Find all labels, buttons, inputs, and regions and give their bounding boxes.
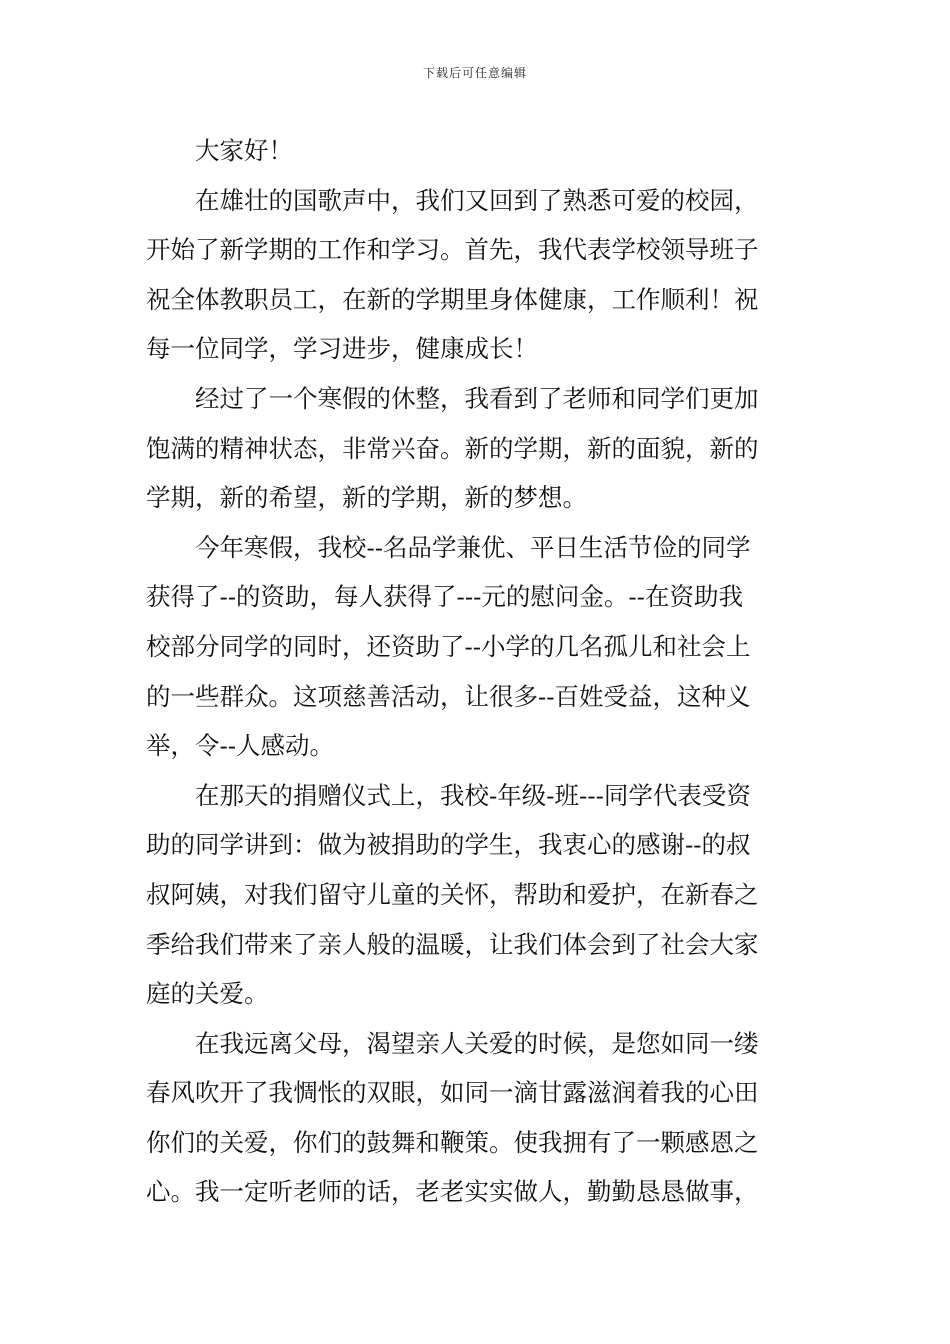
text-line: 叔阿姨，对我们留守儿童的关怀，帮助和爱护，在新春之 <box>146 879 759 909</box>
text-line: 学期，新的希望，新的学期，新的梦想。 <box>146 483 587 513</box>
paragraph-greeting <box>146 126 808 176</box>
text-line: 大家好！ <box>195 136 293 165</box>
paragraph-donation <box>146 523 808 771</box>
text-line: 饱满的精神状态，非常兴奋。新的学期，新的面貌，新的 <box>146 433 759 463</box>
paragraph-opening <box>146 176 808 374</box>
paragraph-new-term <box>146 374 808 523</box>
text-line: 举，令--人感动。 <box>146 731 335 761</box>
text-line: 春风吹开了我惆怅的双眼，如同一滴甘露滋润着我的心田 <box>146 1078 759 1108</box>
text-line: 每一位同学，学习进步，健康成长！ <box>146 334 538 364</box>
text-line: 心。我一定听老师的话，老老实实做人，勤勤恳恳做事， <box>146 1177 759 1207</box>
text-line: 的一些群众。这项慈善活动，让很多--百姓受益，这种义 <box>146 681 751 711</box>
text-line: 季给我们带来了亲人般的温暖，让我们体会到了社会大家 <box>146 929 759 959</box>
text-line: 校部分同学的同时，还资助了--小学的几名孤儿和社会上 <box>146 631 751 661</box>
text-line: 祝全体教职员工，在新的学期里身体健康，工作顺利！祝 <box>146 284 759 314</box>
text-line: 助的同学讲到：做为被捐助的学生，我衷心的感谢--的叔 <box>146 830 751 860</box>
text-line: 你们的关爱，你们的鼓舞和鞭策。使我拥有了一颗感恩之 <box>146 1127 759 1157</box>
text-line: 获得了--的资助，每人获得了---元的慰问金。--在资助我 <box>146 582 743 612</box>
document-body <box>146 126 808 1217</box>
text-line: 今年寒假，我校--名品学兼优、平日生活节俭的同学 <box>195 532 751 562</box>
text-line: 庭的关爱。 <box>146 979 269 1009</box>
text-line: 开始了新学期的工作和学习。首先，我代表学校领导班子 <box>146 235 759 265</box>
text-line: 经过了一个寒假的休整，我看到了老师和同学们更加 <box>195 383 759 413</box>
paragraph-gratitude <box>146 1019 808 1217</box>
text-line: 在那天的捐赠仪式上，我校-年级-班---同学代表受资 <box>195 780 751 810</box>
page-header-note: 下载后可任意编辑 <box>422 66 527 80</box>
paragraph-ceremony <box>146 771 808 1019</box>
text-line: 在雄壮的国歌声中，我们又回到了熟悉可爱的校园， <box>195 185 759 215</box>
text-line: 在我远离父母，渴望亲人关爱的时候，是您如同一缕 <box>195 1028 759 1058</box>
